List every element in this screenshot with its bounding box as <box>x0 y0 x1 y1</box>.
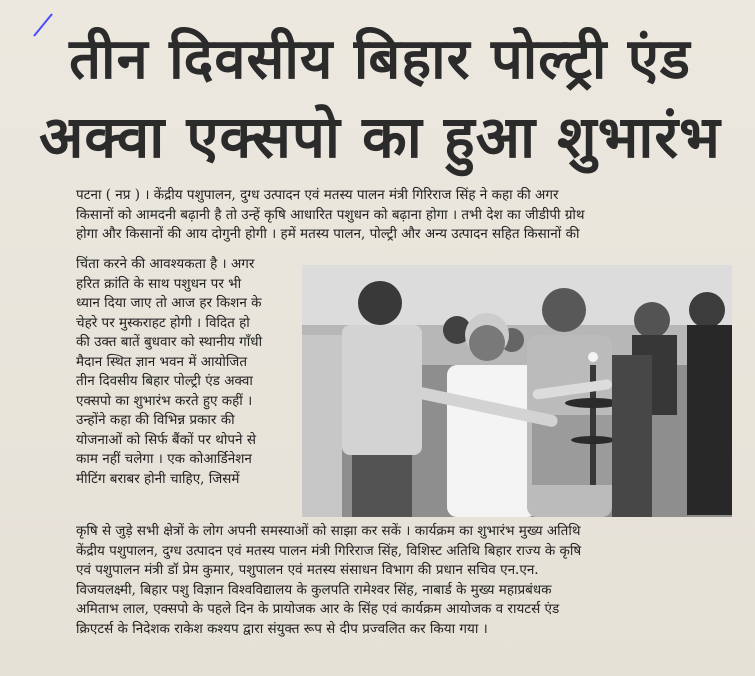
left-line: मीटिंग बराबर होनी चाहिए, जिसमें <box>76 470 240 487</box>
intro-line: पटना ( नप्र ) । केंद्रीय पशुपालन, दुग्ध उत्पादन एवं मतस्य पालन मंत्री गिरिराज सिंह ने कहा की अगर <box>76 187 559 203</box>
lamp-lighting-ceremony-photo-icon <box>302 265 732 517</box>
left-line: एक्सपो का शुभारंभ करते हुए कहीं । <box>76 392 253 409</box>
headline-line-2: अक्वा एक्सपो का हुआ शुभारंभ <box>39 103 721 171</box>
bottom-paragraph <box>76 522 740 639</box>
left-line: चिंता करने की आवश्यकता है । अगर <box>76 256 255 272</box>
bottom-line: केंद्रीय पशुपालन, दुग्ध उत्पादन एवं मतस्य पालन मंत्री गिरिराज सिंह, विशिस्ट अतिथि बिहार राज्य के कृषि <box>76 542 582 559</box>
headline-line-1: तीन दिवसीय बिहार पोल्ट्री एंड <box>69 27 691 92</box>
intro-line: किसानों को आमदनी बढ़ानी है तो उन्हें कृषि आधारित पशुधन को बढ़ाना होगा । तभी देश का जीडीपी ग्रोथ <box>76 206 585 223</box>
left-line: योजनाओं को सिर्फ बैंकों पर थोपने से <box>76 431 256 448</box>
bottom-line: एवं पशुपालन मंत्री डॉ प्रेम कुमार, पशुपालन एवं मतस्य संसाधन विभाग की प्रधान सचिव एन.एन. <box>76 562 539 578</box>
left-line: तीन दिवसीय बिहार पोल्ट्री एंड अक्वा <box>76 373 253 389</box>
left-line: उन्होंने कहा की विभिन्न प्रकार की <box>76 412 235 428</box>
left-line: काम नहीं चलेगा । एक कोआर्डिनेशन <box>76 451 252 467</box>
bottom-line: क्रिएटर्स के निदेशक राकेश कश्यप द्वारा संयुक्त रूप से दीप प्रज्वलित कर किया गया । <box>76 620 488 637</box>
left-line: हरित क्रांति के साथ पशुधन पर भी <box>76 275 242 292</box>
left-line: ध्यान दिया जाए तो आज हर किशन के <box>76 295 262 311</box>
bottom-line: विजयलक्ष्मी, बिहार पशु विज्ञान विश्वविद्यालय के कुलपति रामेश्वर सिंह, नाबार्ड के मुख्य महाप्रबंधक <box>76 581 552 598</box>
event-photo <box>302 265 732 517</box>
bottom-line: अमिताभ लाल, एक्सपो के पहले दिन के प्रायोजक आर के सिंह एवं कार्यक्रम आयोजक व रायटर्स एंड <box>76 601 560 617</box>
intro-paragraph <box>76 186 740 245</box>
left-column <box>76 255 298 489</box>
left-line: चेहरे पर मुस्कराहट होगी । विदित हो <box>76 314 250 331</box>
left-line: मैदान स्थित ज्ञान भवन में आयोजित <box>76 353 248 370</box>
left-line: की उक्त बातें बुधवार को स्थानीय गाँधी <box>76 334 263 350</box>
bottom-line: कृषि से जुड़े सभी क्षेत्रों के लोग अपनी समस्याओं को साझा कर सकें । कार्यक्रम का शुभारंभ मुख्य अतिथि <box>76 523 581 539</box>
intro-line: होगा और किसानों की आय दोगुनी होगी । हमें मतस्य पालन, पोल्ट्री और अन्य उत्पादन सहित किसानों की <box>76 226 580 242</box>
